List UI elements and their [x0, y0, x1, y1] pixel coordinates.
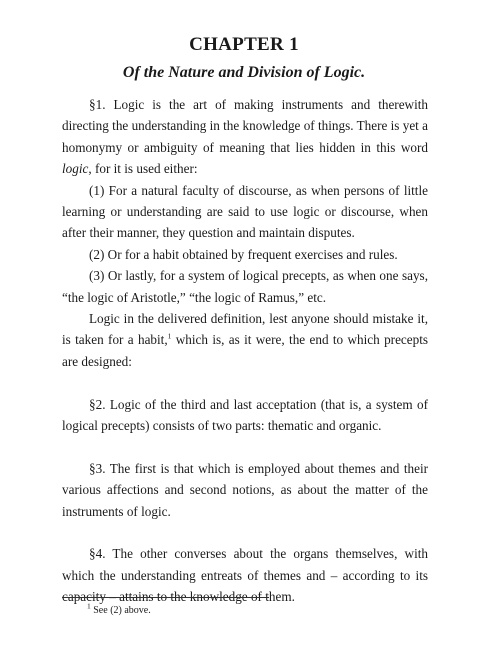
section-1-intro-start: §1. Logic is the art of making instruments and therewith directing the understanding in the knowledge of things. There is yet a homonymy or ambiguity of meaning that lies hidden in this word — [62, 97, 428, 155]
emphasized-word: logic — [62, 161, 89, 177]
section-1-item-3: (3) Or lastly, for a system of logical precepts, as when one says, “the logic of Aristotle,” “the logic of Ramus,” etc. — [62, 268, 428, 305]
section-4: §4. The other converses about the organs themselves, with which the understanding entreats of themes and – according to its capacity – attains to the knowledge of them. — [62, 546, 428, 605]
definition-start: Logic in the delivered definition, lest anyone should mistake it, is taken for a habit, — [62, 311, 428, 348]
footnote-reference[interactable]: 1 — [167, 332, 172, 342]
footnote — [87, 601, 151, 618]
section-1-intro-end: , for it is used either: — [88, 161, 198, 177]
definition-end: which is, as it were, the end to which precepts are designed: — [62, 332, 429, 369]
section-1-item-1: (1) For a natural faculty of discourse, as when persons of little learning or understanding are said to use logic or discourse, when after their manner, they question and maintain disputes. — [62, 182, 428, 241]
section-1-definition — [62, 308, 428, 372]
section-1-item-2: (2) Or for a habit obtained by frequent exercises and rules. — [89, 246, 398, 262]
footnote-number: 1 — [87, 601, 91, 611]
footnote-divider — [62, 597, 269, 598]
chapter-heading: CHAPTER 1 — [189, 34, 299, 55]
section-3: §3. The first is that which is employed about themes and their various affections and second notions, as about the matter of the instruments of logic. — [62, 460, 428, 519]
section-1-intro — [62, 94, 428, 180]
section-2: §2. Logic of the third and last acceptation (that is, a system of logical precepts) consists of two parts: thematic and organic. — [62, 396, 428, 434]
footnote-text: See (2) above. — [90, 605, 151, 616]
body-text — [62, 94, 428, 608]
chapter-subtitle: Of the Nature and Division of Logic. — [122, 64, 366, 81]
